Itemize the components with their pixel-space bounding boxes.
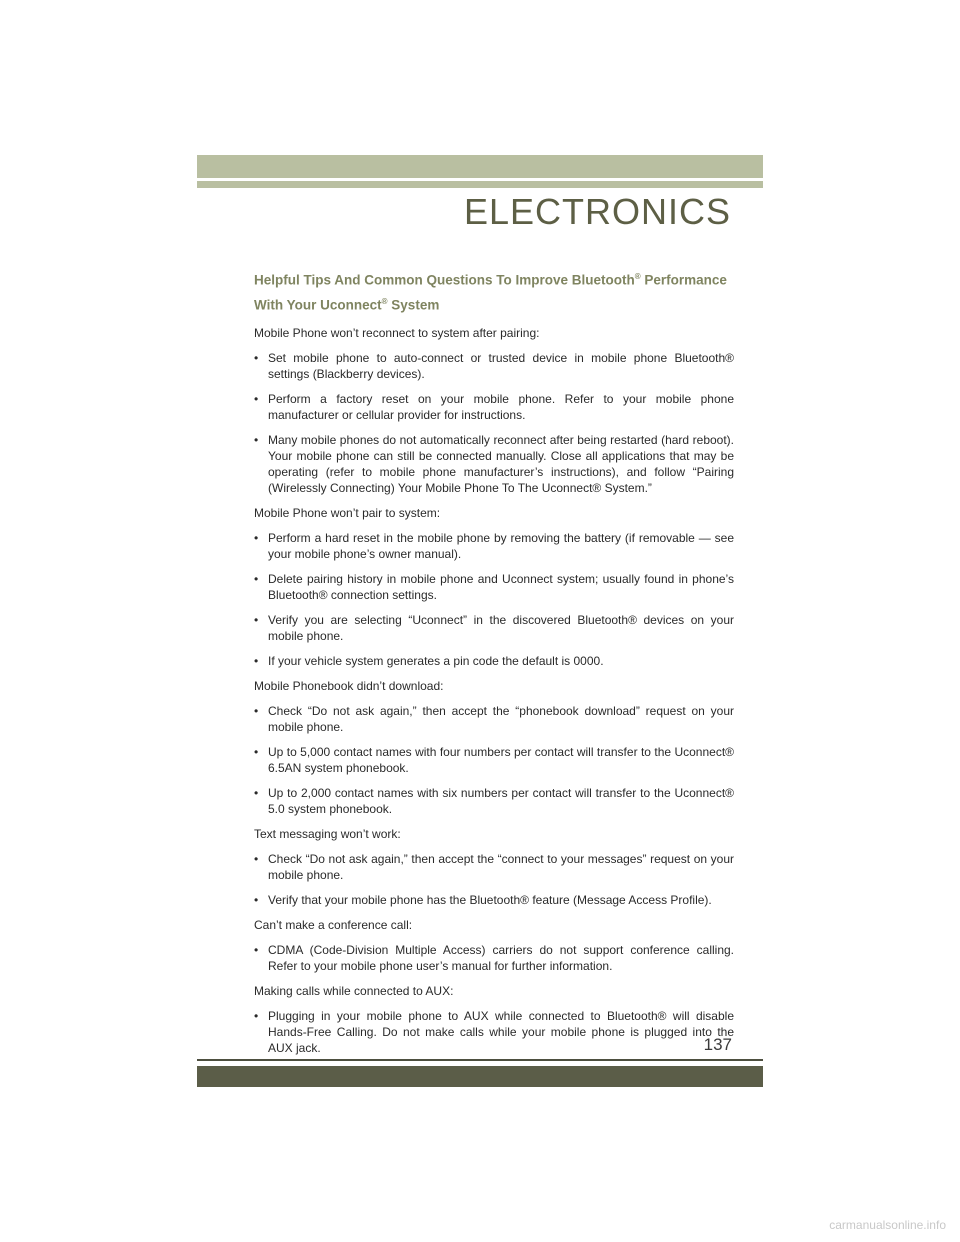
- section-title: ELECTRONICS: [463, 191, 731, 232]
- bullet-item: • If your vehicle system generates a pin code the default is 0000.: [254, 653, 734, 669]
- heading-text-3: With Your Uconnect: [254, 297, 382, 312]
- bullet-item: • Up to 2,000 contact names with six numbers per contact will transfer to the Uconnect® 5.0 system phonebook.: [254, 785, 734, 817]
- page-content: [254, 266, 734, 1065]
- page-heading: [254, 266, 734, 315]
- heading-reg-2: ®: [381, 296, 388, 306]
- heading-reg-1: ®: [634, 272, 641, 281]
- bullet-item: • Check “Do not ask again,” then accept the “phonebook download” request on your mobile phone.: [254, 703, 734, 735]
- group-title: Mobile Phonebook didn’t download:: [254, 679, 444, 693]
- bullet-list: [254, 1008, 734, 1056]
- heading-text-4: System: [387, 297, 440, 312]
- header-bar: [197, 155, 763, 178]
- bullet-item: • Perform a hard reset in the mobile phone by removing the battery (if removable — see your mobile phone’s owner manual).: [254, 530, 734, 562]
- bullet-item: • Perform a factory reset on your mobile phone. Refer to your mobile phone manufacturer or cellular provider for instructions.: [254, 391, 734, 423]
- bullet-list: [254, 851, 734, 908]
- group-title: Text messaging won’t work:: [254, 827, 401, 841]
- group-title: Making calls while connected to AUX:: [254, 984, 454, 998]
- bullet-list: [254, 530, 734, 669]
- group-title: Mobile Phone won’t pair to system:: [254, 506, 441, 520]
- bullet-item: • Delete pairing history in mobile phone and Uconnect system; usually found in phone’s Bluetooth® connection settings.: [254, 571, 734, 603]
- bullet-item: • Up to 5,000 contact names with four numbers per contact will transfer to the Uconnect® 6.5AN system phonebook.: [254, 744, 734, 776]
- bullet-item: • Check “Do not ask again,” then accept the “connect to your messages” request on your mobile phone.: [254, 851, 734, 883]
- watermark-text: carmanualsonline.info: [829, 1218, 946, 1232]
- bullet-list: [254, 942, 734, 974]
- heading-text-1: Helpful Tips And Common Questions To Improve Bluetooth: [254, 272, 635, 288]
- group-title: Mobile Phone won’t reconnect to system after pairing:: [254, 326, 540, 340]
- bullet-item: • Verify you are selecting “Uconnect” in the discovered Bluetooth® devices on your mobile phone.: [254, 612, 734, 644]
- bullet-item: • Verify that your mobile phone has the Bluetooth® feature (Message Access Profile).: [254, 892, 734, 908]
- page-number: 137: [703, 1035, 732, 1054]
- header-bar-thin: [197, 181, 763, 188]
- bullet-item: • Many mobile phones do not automatically reconnect after being restarted (hard reboot). Your mobile phone can still be connected manually. Close all applications that may be operating (refer to mobile phone manufacturer’s instructions), and follow “Pairing (Wirelessly Connecting) Your Mobile Phone To The Uconnect® System.”: [254, 432, 734, 496]
- bullet-list: [254, 350, 734, 496]
- bullet-item: • CDMA (Code-Division Multiple Access) carriers do not support conference calling. Refer to your mobile phone user’s manual for further information.: [254, 942, 734, 974]
- bullet-item: • Plugging in your mobile phone to AUX while connected to Bluetooth® will disable Hands-Free Calling. Do not make calls while your mobile phone is plugged into the AUX jack.: [254, 1008, 734, 1056]
- bullet-list: [254, 703, 734, 817]
- footer-rule: [197, 1059, 763, 1061]
- group-title: Can’t make a conference call:: [254, 918, 413, 932]
- heading-text-2: Performance: [640, 272, 727, 288]
- footer-bar: [197, 1066, 763, 1087]
- bullet-item: • Set mobile phone to auto-connect or trusted device in mobile phone Bluetooth® settings (Blackberry devices).: [254, 350, 734, 382]
